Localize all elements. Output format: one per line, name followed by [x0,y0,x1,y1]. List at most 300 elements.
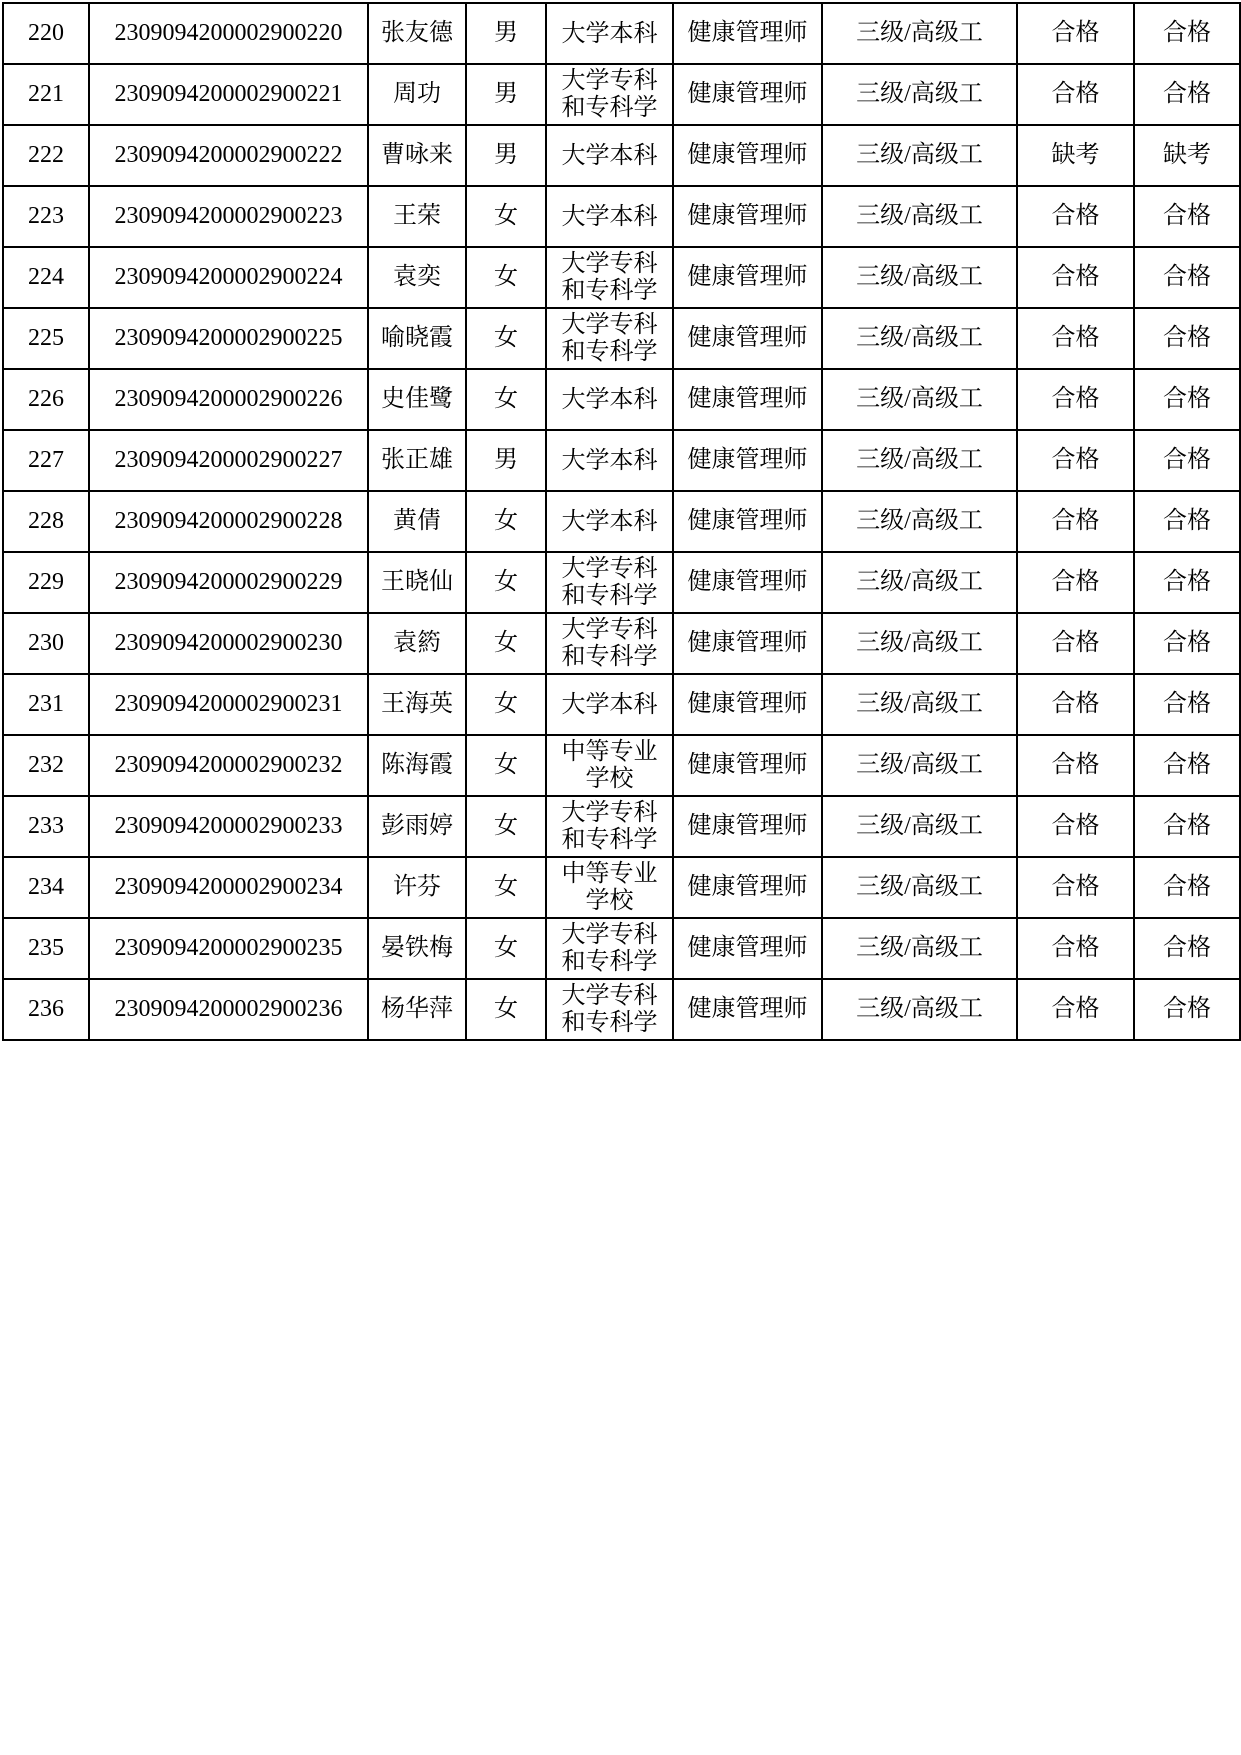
person-name: 黄倩 [393,507,441,534]
gender: 女 [494,690,518,717]
skill-result: 合格 [1163,995,1211,1022]
row-number: 233 [28,812,64,839]
skill-result: 合格 [1163,629,1211,656]
person-name: 陈海霞 [381,751,453,778]
occupation-cell [673,430,822,491]
occupation: 健康管理师 [687,202,808,229]
occupation-cell [673,186,822,247]
education-level-cell [546,491,673,552]
gender-cell [466,430,546,491]
occupation: 健康管理师 [687,385,808,412]
gender: 男 [494,19,518,46]
education-level-cell [546,979,673,1040]
education-level-cell [546,796,673,857]
occupation-cell [673,3,822,64]
skill-level-cell [822,857,1017,918]
skill-result: 缺考 [1163,141,1211,168]
row-number: 221 [28,80,64,107]
education-level: 中等专业学校 [561,738,658,792]
person-name: 曹咏来 [381,141,453,168]
theory-result: 合格 [1051,446,1100,473]
person-name-cell [368,979,466,1040]
education-level: 大学本科 [561,20,658,47]
certificate-id: 2309094200002900233 [114,812,343,839]
skill-level: 三级/高级工 [856,629,983,656]
skill-result: 合格 [1163,751,1211,778]
theory-result: 合格 [1051,934,1100,961]
certificate-id-cell [89,674,368,735]
occupation-cell [673,735,822,796]
education-level-cell [546,857,673,918]
occupation-cell [673,979,822,1040]
education-level: 大学专科和专科学 [561,555,658,609]
skill-level-cell [822,247,1017,308]
person-name-cell [368,674,466,735]
education-level: 大学本科 [561,691,658,718]
occupation: 健康管理师 [687,934,808,961]
theory-result: 合格 [1051,873,1100,900]
person-name: 杨华萍 [381,995,453,1022]
education-level: 大学专科和专科学 [561,982,658,1036]
gender: 女 [494,385,518,412]
row-number: 223 [28,202,64,229]
theory-result: 合格 [1051,568,1100,595]
table-row [3,674,1240,735]
row-number-cell [3,979,89,1040]
row-number: 229 [28,568,64,595]
gender: 男 [494,446,518,473]
education-level-cell [546,918,673,979]
results-table-body [3,3,1240,1040]
row-number: 235 [28,934,64,961]
theory-result: 合格 [1051,812,1100,839]
education-level: 中等专业学校 [561,860,658,914]
education-level-cell [546,674,673,735]
skill-result-cell [1134,3,1240,64]
skill-result-cell [1134,186,1240,247]
education-level-cell [546,64,673,125]
skill-level: 三级/高级工 [856,690,983,717]
row-number: 228 [28,507,64,534]
person-name-cell [368,186,466,247]
occupation: 健康管理师 [687,80,808,107]
skill-level-cell [822,3,1017,64]
row-number-cell [3,186,89,247]
theory-result: 合格 [1051,324,1100,351]
skill-level: 三级/高级工 [856,141,983,168]
table-row [3,308,1240,369]
person-name-cell [368,308,466,369]
person-name-cell [368,552,466,613]
occupation-cell [673,857,822,918]
row-number: 230 [28,629,64,656]
occupation: 健康管理师 [687,629,808,656]
results-table [2,2,1241,1041]
certificate-id: 2309094200002900236 [114,995,343,1022]
table-row [3,613,1240,674]
certificate-id: 2309094200002900224 [114,263,343,290]
skill-level-cell [822,308,1017,369]
theory-result-cell [1017,979,1134,1040]
person-name: 许芬 [393,873,441,900]
skill-result: 合格 [1163,385,1211,412]
education-level: 大学专科和专科学 [561,250,658,304]
gender: 女 [494,568,518,595]
theory-result-cell [1017,247,1134,308]
occupation-cell [673,247,822,308]
gender-cell [466,186,546,247]
skill-level: 三级/高级工 [856,751,983,778]
education-level: 大学专科和专科学 [561,311,658,365]
person-name-cell [368,369,466,430]
gender-cell [466,613,546,674]
gender: 女 [494,629,518,656]
skill-level: 三级/高级工 [856,934,983,961]
skill-level: 三级/高级工 [856,873,983,900]
education-level-cell [546,735,673,796]
certificate-id: 2309094200002900229 [114,568,343,595]
skill-level: 三级/高级工 [856,507,983,534]
person-name: 张正雄 [381,446,453,473]
skill-level: 三级/高级工 [856,80,983,107]
education-level-cell [546,369,673,430]
certificate-id-cell [89,613,368,674]
gender-cell [466,735,546,796]
skill-result-cell [1134,735,1240,796]
skill-result-cell [1134,918,1240,979]
theory-result: 合格 [1051,995,1100,1022]
person-name-cell [368,918,466,979]
table-row [3,979,1240,1040]
skill-level-cell [822,613,1017,674]
occupation: 健康管理师 [687,995,808,1022]
skill-level: 三级/高级工 [856,385,983,412]
row-number-cell [3,735,89,796]
skill-result-cell [1134,64,1240,125]
theory-result: 合格 [1051,385,1100,412]
occupation: 健康管理师 [687,324,808,351]
education-level: 大学本科 [561,203,658,230]
skill-level-cell [822,64,1017,125]
person-name: 史佳鹭 [381,385,453,412]
skill-result-cell [1134,491,1240,552]
gender-cell [466,125,546,186]
certificate-id-cell [89,552,368,613]
occupation: 健康管理师 [687,751,808,778]
certificate-id: 2309094200002900223 [114,202,343,229]
person-name: 张友德 [381,19,453,46]
theory-result-cell [1017,125,1134,186]
education-level: 大学专科和专科学 [561,799,658,853]
skill-result-cell [1134,125,1240,186]
table-row [3,247,1240,308]
education-level: 大学本科 [561,508,658,535]
education-level: 大学本科 [561,447,658,474]
certificate-id: 2309094200002900222 [114,141,343,168]
table-row [3,552,1240,613]
education-level-cell [546,125,673,186]
gender: 女 [494,751,518,778]
education-level-cell [546,247,673,308]
gender-cell [466,3,546,64]
row-number-cell [3,64,89,125]
skill-level-cell [822,918,1017,979]
certificate-id-cell [89,918,368,979]
occupation: 健康管理师 [687,873,808,900]
occupation-cell [673,308,822,369]
skill-result: 合格 [1163,324,1211,351]
skill-level-cell [822,430,1017,491]
skill-result-cell [1134,613,1240,674]
person-name: 王荣 [393,202,441,229]
table-row [3,491,1240,552]
skill-result-cell [1134,674,1240,735]
theory-result-cell [1017,674,1134,735]
row-number-cell [3,552,89,613]
certificate-id: 2309094200002900228 [114,507,343,534]
certificate-id-cell [89,369,368,430]
skill-level-cell [822,186,1017,247]
gender: 女 [494,202,518,229]
gender-cell [466,247,546,308]
person-name: 袁奕 [393,263,441,290]
row-number-cell [3,369,89,430]
skill-result: 合格 [1163,873,1211,900]
gender: 男 [494,80,518,107]
theory-result-cell [1017,552,1134,613]
occupation-cell [673,796,822,857]
person-name: 喻晓霞 [381,324,453,351]
skill-level-cell [822,979,1017,1040]
person-name: 王海英 [381,690,453,717]
occupation-cell [673,125,822,186]
theory-result: 合格 [1051,507,1100,534]
skill-level: 三级/高级工 [856,263,983,290]
skill-level: 三级/高级工 [856,324,983,351]
gender: 女 [494,263,518,290]
education-level: 大学本科 [561,142,658,169]
certificate-id-cell [89,186,368,247]
person-name: 袁箹 [393,629,441,656]
row-number: 224 [28,263,64,290]
gender-cell [466,552,546,613]
theory-result-cell [1017,491,1134,552]
occupation: 健康管理师 [687,690,808,717]
theory-result-cell [1017,796,1134,857]
certificate-id-cell [89,3,368,64]
gender-cell [466,491,546,552]
theory-result-cell [1017,857,1134,918]
row-number: 227 [28,446,64,473]
certificate-id: 2309094200002900232 [114,751,343,778]
row-number-cell [3,918,89,979]
gender-cell [466,796,546,857]
skill-level: 三级/高级工 [856,202,983,229]
skill-level: 三级/高级工 [856,995,983,1022]
gender-cell [466,918,546,979]
person-name: 王晓仙 [381,568,453,595]
skill-level: 三级/高级工 [856,19,983,46]
person-name: 晏铁梅 [381,934,453,961]
certificate-id-cell [89,430,368,491]
person-name-cell [368,3,466,64]
occupation: 健康管理师 [687,812,808,839]
table-row [3,186,1240,247]
row-number-cell [3,308,89,369]
skill-result-cell [1134,979,1240,1040]
gender: 女 [494,324,518,351]
theory-result-cell [1017,918,1134,979]
skill-level: 三级/高级工 [856,446,983,473]
certificate-id: 2309094200002900220 [114,19,343,46]
row-number-cell [3,125,89,186]
certificate-id: 2309094200002900230 [114,629,343,656]
skill-result-cell [1134,857,1240,918]
table-row [3,918,1240,979]
skill-result-cell [1134,369,1240,430]
skill-result-cell [1134,247,1240,308]
row-number: 232 [28,751,64,778]
gender-cell [466,979,546,1040]
row-number: 236 [28,995,64,1022]
gender: 女 [494,873,518,900]
row-number-cell [3,430,89,491]
education-level: 大学专科和专科学 [561,67,658,121]
table-row [3,64,1240,125]
education-level-cell [546,613,673,674]
row-number-cell [3,674,89,735]
theory-result-cell [1017,308,1134,369]
education-level-cell [546,552,673,613]
person-name-cell [368,247,466,308]
occupation: 健康管理师 [687,446,808,473]
theory-result-cell [1017,735,1134,796]
row-number: 226 [28,385,64,412]
certificate-id-cell [89,308,368,369]
skill-result: 合格 [1163,202,1211,229]
theory-result: 合格 [1051,263,1100,290]
certificate-id: 2309094200002900231 [114,690,343,717]
theory-result: 合格 [1051,629,1100,656]
theory-result: 合格 [1051,80,1100,107]
theory-result-cell [1017,64,1134,125]
person-name-cell [368,430,466,491]
person-name: 彭雨婷 [381,812,453,839]
skill-level-cell [822,369,1017,430]
theory-result: 合格 [1051,202,1100,229]
occupation: 健康管理师 [687,507,808,534]
education-level: 大学本科 [561,386,658,413]
row-number-cell [3,857,89,918]
skill-result-cell [1134,308,1240,369]
occupation-cell [673,613,822,674]
row-number: 231 [28,690,64,717]
table-row [3,796,1240,857]
occupation-cell [673,918,822,979]
theory-result-cell [1017,613,1134,674]
theory-result: 合格 [1051,19,1100,46]
education-level: 大学专科和专科学 [561,616,658,670]
skill-level-cell [822,796,1017,857]
table-row [3,735,1240,796]
certificate-id-cell [89,796,368,857]
person-name-cell [368,613,466,674]
skill-result: 合格 [1163,812,1211,839]
occupation: 健康管理师 [687,19,808,46]
occupation-cell [673,552,822,613]
skill-level-cell [822,735,1017,796]
gender-cell [466,64,546,125]
gender-cell [466,308,546,369]
row-number: 234 [28,873,64,900]
theory-result-cell [1017,186,1134,247]
skill-level-cell [822,552,1017,613]
gender-cell [466,369,546,430]
certificate-id-cell [89,247,368,308]
skill-result: 合格 [1163,446,1211,473]
occupation: 健康管理师 [687,568,808,595]
skill-level-cell [822,674,1017,735]
table-row [3,857,1240,918]
skill-result: 合格 [1163,690,1211,717]
certificate-id-cell [89,857,368,918]
certificate-id: 2309094200002900225 [114,324,343,351]
theory-result: 合格 [1051,690,1100,717]
row-number: 220 [28,19,64,46]
certificate-id-cell [89,735,368,796]
skill-result-cell [1134,430,1240,491]
table-row [3,125,1240,186]
row-number-cell [3,796,89,857]
gender: 女 [494,507,518,534]
row-number-cell [3,491,89,552]
theory-result-cell [1017,430,1134,491]
row-number: 222 [28,141,64,168]
certificate-id: 2309094200002900226 [114,385,343,412]
row-number-cell [3,613,89,674]
person-name-cell [368,796,466,857]
skill-level-cell [822,491,1017,552]
certificate-id: 2309094200002900234 [114,873,343,900]
theory-result: 缺考 [1051,141,1100,168]
certificate-id: 2309094200002900235 [114,934,343,961]
gender-cell [466,857,546,918]
row-number-cell [3,3,89,64]
skill-result-cell [1134,796,1240,857]
skill-level: 三级/高级工 [856,812,983,839]
table-row [3,369,1240,430]
table-row [3,430,1240,491]
certificate-id-cell [89,64,368,125]
gender: 女 [494,995,518,1022]
skill-result-cell [1134,552,1240,613]
gender: 女 [494,934,518,961]
education-level-cell [546,308,673,369]
education-level-cell [546,186,673,247]
certificate-id: 2309094200002900221 [114,80,343,107]
theory-result-cell [1017,369,1134,430]
skill-level-cell [822,125,1017,186]
education-level-cell [546,430,673,491]
education-level: 大学专科和专科学 [561,921,658,975]
certificate-id-cell [89,125,368,186]
gender-cell [466,674,546,735]
table-row [3,3,1240,64]
occupation-cell [673,64,822,125]
person-name: 周功 [393,80,441,107]
skill-level: 三级/高级工 [856,568,983,595]
occupation-cell [673,369,822,430]
